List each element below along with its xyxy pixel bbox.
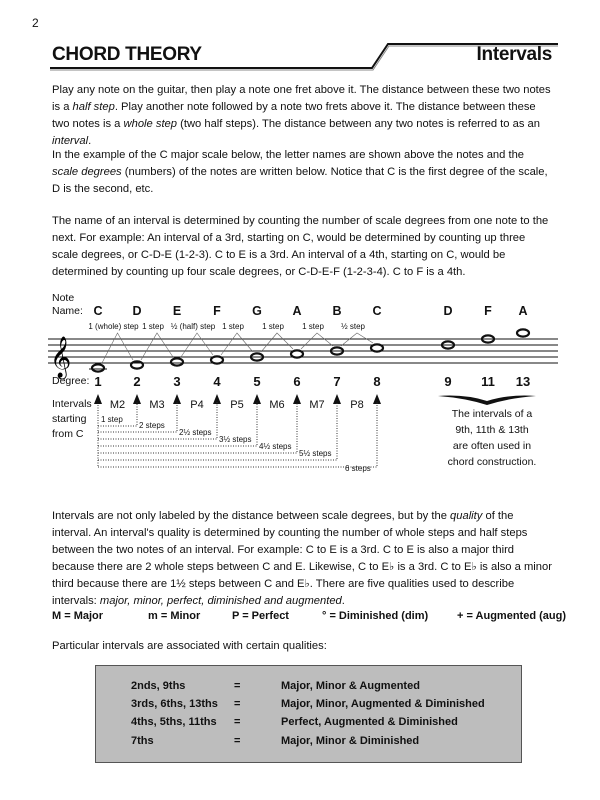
step-label: ½ step [340, 322, 366, 331]
distance-label: 2½ steps [179, 428, 212, 437]
whole-note [291, 350, 303, 357]
scale-degree: 2 [133, 374, 141, 389]
legend-perfect: P = Perfect [232, 610, 289, 622]
legend-augmented: + = Augmented (aug) [457, 610, 566, 622]
interval-name: M2 [109, 399, 126, 411]
page-number: 2 [32, 16, 39, 30]
scale-degree: 8 [373, 374, 381, 389]
scale-degree: 9 [444, 374, 452, 389]
paragraph-3: The name of an interval is determined by counting the number of scale degrees from one note to the next. For example: An interval of a 3rd, starting on C, would be determined by counting up three scale degrees, or C-D-E (1-2-3). C to E is a 3rd. An interval of a 4th, starting on C, would be determined by counting up four scale degrees, or C-D-E-F (1-2-3-4). C to F is a 4th. [52, 215, 549, 278]
paragraph-4: Intervals are not only labeled by the distance between scale degrees, but by the quality of the interval. An interval's quality is determined by counting the number of whole steps and half steps between the two notes of an interval. For example: C to E is a 3rd. C to E is also a major third because there are 2 whole steps between C and E. Likewise, C to E♭ is a 3rd. C to E♭ is also a minor third because there are 1½ steps between C and E♭. There are five qualities used to describe intervals: major, minor, perfect, diminished and augmented. [52, 510, 552, 607]
note-name: C [93, 304, 103, 318]
note-name: A [518, 304, 528, 318]
paragraph-2: In the example of the C major scale below, the letter names are shown above the notes and the scale degrees (numbers) of the notes are written below. Notice that C is the first degree of the scale, D is the second, etc. [52, 149, 548, 195]
arrow-up-icon [293, 394, 301, 404]
step-arc [141, 333, 173, 360]
scale-degree: 5 [253, 374, 261, 389]
scale-degree: 11 [481, 374, 495, 389]
step-label: 1 step [302, 322, 324, 331]
note-name: A [292, 304, 302, 318]
interval-name: M3 [149, 399, 165, 411]
note-name: E [172, 304, 182, 318]
scale-degree: 3 [173, 374, 181, 389]
scale-degree: 13 [515, 374, 531, 389]
distance-label: 2 steps [139, 421, 165, 430]
scale-degree: 4 [213, 374, 221, 389]
legend-diminished: ° = Diminished (dim) [322, 610, 429, 622]
extended-intervals-note: The intervals of a 9th, 11th & 13th are often used in chord construction. [447, 408, 537, 468]
distance-label: 1 step [101, 415, 123, 424]
interval-name: M6 [269, 399, 285, 411]
degree-label: Degree: [52, 375, 90, 387]
whole-note [517, 329, 529, 336]
quality-legend [52, 610, 566, 626]
topic-title: Intervals [476, 44, 552, 65]
arrow-up-icon [94, 394, 102, 404]
distance-label: 6 steps [345, 464, 371, 473]
note-name: F [484, 304, 492, 318]
note-name: F [213, 304, 221, 318]
whole-note [371, 344, 383, 351]
note-name: B [332, 304, 342, 318]
note-name: C [372, 304, 382, 318]
section-title: CHORD THEORY [52, 44, 202, 65]
interval-name: P5 [230, 399, 244, 411]
scale-degree: 1 [94, 374, 102, 389]
paragraph-1: Play any note on the guitar, then play a note one fret above it. The distance between these two notes is a half step. Play another note followed by a note two frets above it. The distance between these two notes is a whole step (two half steps). The distance between any two notes is referred to as an interval. [52, 84, 551, 147]
step-arc [261, 333, 293, 352]
legend-major: M = Major [52, 610, 104, 622]
step-label: 1 (whole) step [88, 322, 139, 331]
step-arc [102, 333, 133, 363]
name-label: Name: [52, 305, 83, 317]
step-label: ½ (half) step [170, 322, 216, 331]
note-name: D [443, 304, 453, 318]
step-label: 1 step [262, 322, 284, 331]
distance-label: 4½ steps [259, 442, 292, 451]
interval-name: P4 [190, 399, 204, 411]
note-name: D [132, 304, 142, 318]
note-name: G [252, 304, 262, 318]
whole-note [131, 361, 143, 368]
whole-note [171, 358, 183, 365]
intervals-label: Intervals starting from C [52, 398, 92, 440]
interval-name: P8 [350, 399, 364, 411]
arrow-up-icon [333, 394, 341, 404]
interval-name: M7 [309, 399, 325, 411]
distance-label: 5½ steps [299, 449, 332, 458]
step-label: 1 step [142, 322, 164, 331]
treble-clef-icon: 𝄞 [50, 337, 72, 378]
step-label: 1 step [222, 322, 244, 331]
step-arc [221, 333, 253, 355]
qualities-table: 2nds, 9ths = Major, Minor & Augmented 3rds, 6ths, 13ths = Major, Minor, Augmented & Diminished 4ths, 5ths, 11ths = Perfect, Augmented & Diminished 7ths = Major, Minor & Diminished [95, 665, 522, 763]
step-arc [301, 333, 333, 349]
distance-label: 3½ steps [219, 435, 252, 444]
scale-degree: 7 [333, 374, 341, 389]
note-label: Note [52, 292, 75, 304]
scale-degree: 6 [293, 374, 301, 389]
brace-icon [438, 396, 536, 405]
whole-note [211, 356, 223, 363]
whole-note [92, 364, 104, 371]
paragraph-5: Particular intervals are associated with certain qualities: [52, 640, 327, 652]
legend-minor: m = Minor [148, 610, 201, 622]
